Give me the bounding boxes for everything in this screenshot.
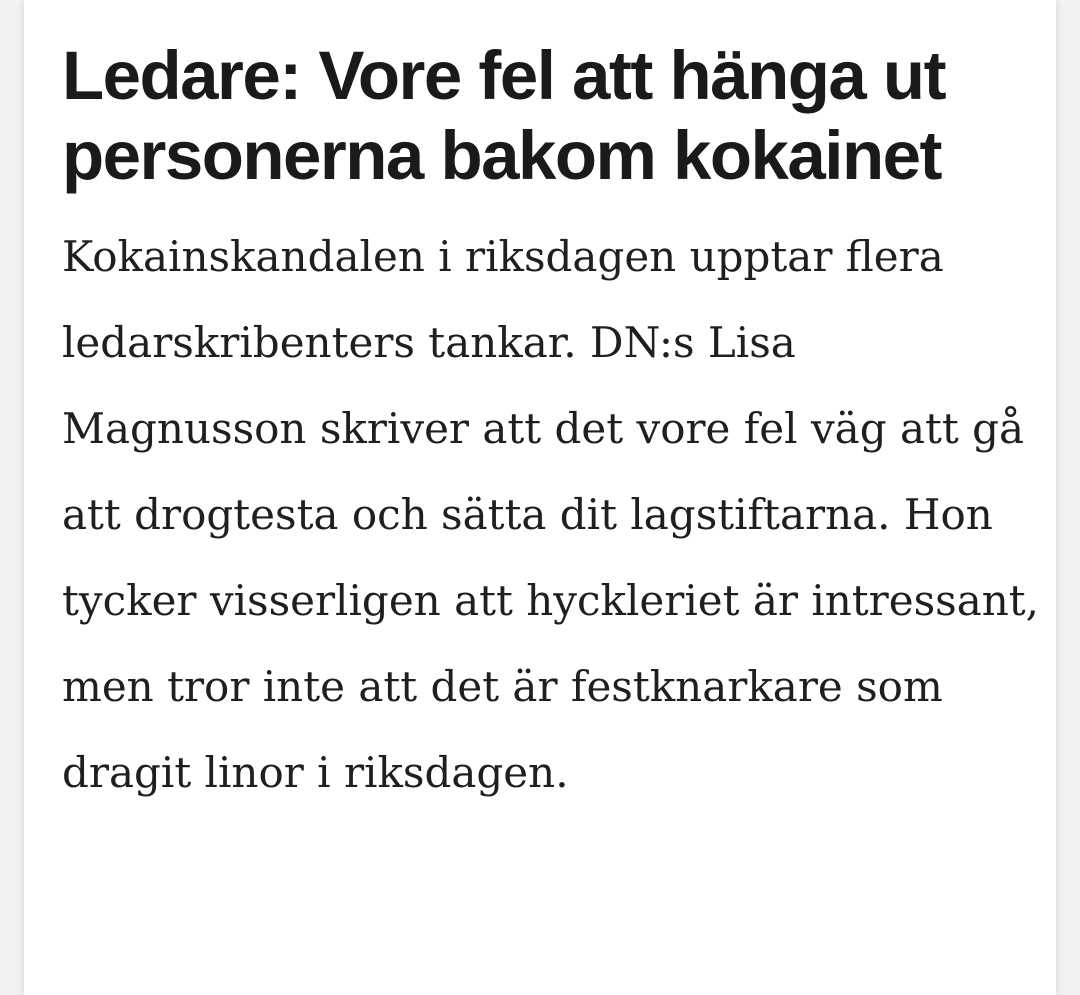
article-card <box>24 0 1056 995</box>
article-headline[interactable]: Ledare: Vore fel att hänga ut personerna bakom kokainet <box>62 37 946 194</box>
article-lead: Kokainskandalen i riksdagen upptar flera ledarskribenters tankar. DN:s Lisa Magnusson skriver att det vore fel väg att gå att drogtesta och sätta dit lagstiftarna. Hon tycker visserligen att hyckleriet är intressant, men tror inte att det är festknarkare som dragit linor i riksdagen. <box>62 232 1040 797</box>
